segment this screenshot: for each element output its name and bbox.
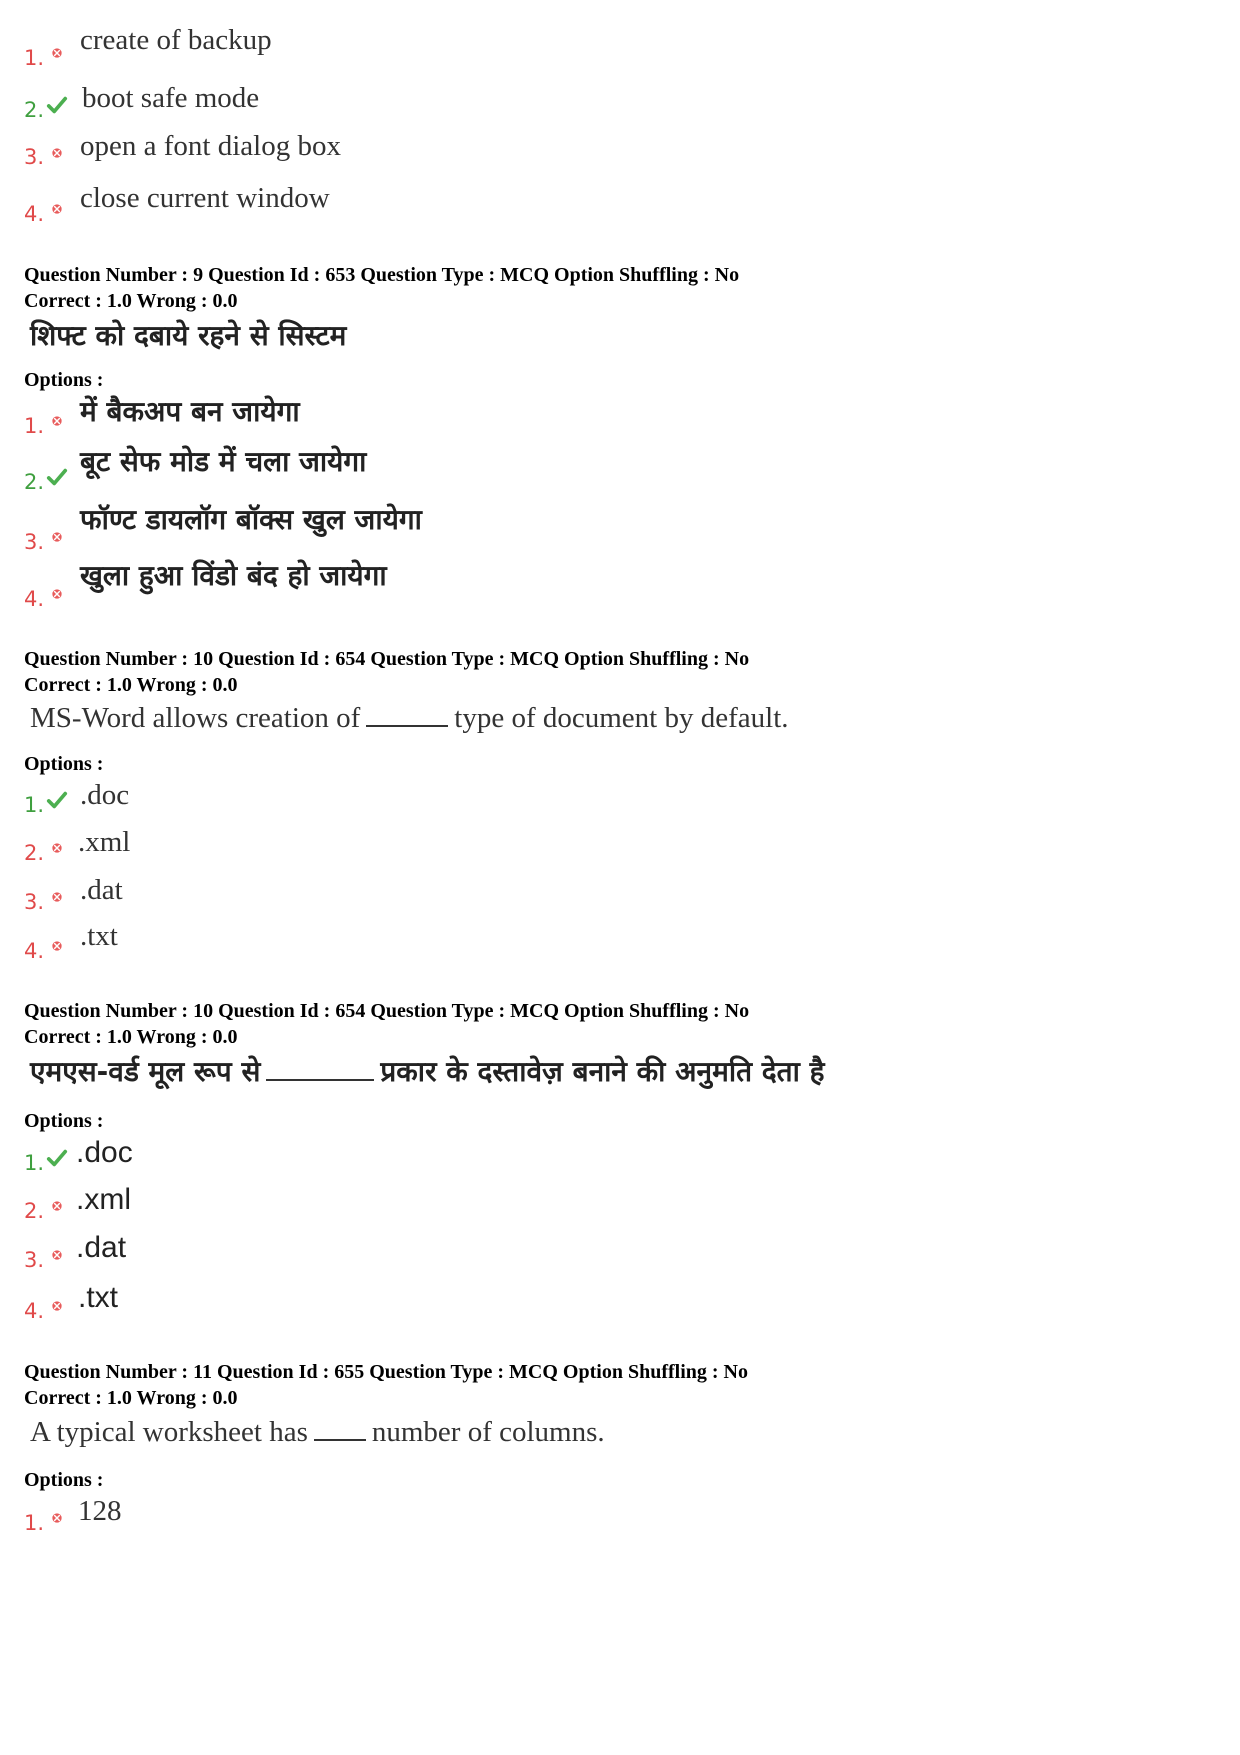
options-label: Options : — [24, 369, 104, 391]
question-text — [30, 704, 789, 733]
option-number: 2. — [24, 1199, 45, 1223]
question-text-before: MS-Word allows creation of — [30, 702, 361, 734]
option-text: खुला हुआ विंडो बंद हो जायेगा — [80, 559, 387, 592]
option-number: 1. — [24, 414, 45, 438]
cross-icon — [46, 142, 68, 164]
option-text: .doc — [80, 779, 130, 811]
option-number: 3. — [24, 530, 45, 554]
option-text: .xml — [76, 1183, 131, 1216]
option-text: close current window — [80, 182, 330, 214]
option-number: 2. — [24, 841, 45, 865]
check-icon — [46, 1147, 68, 1169]
option-text: फॉण्ट डायलॉग बॉक्स खुल जायेगा — [80, 503, 422, 536]
cross-icon — [46, 410, 68, 432]
option-number: 2. — [24, 470, 45, 494]
question-marks: Correct : 1.0 Wrong : 0.0 — [24, 290, 238, 312]
option-text: .dat — [76, 1231, 127, 1264]
option-text: .xml — [78, 826, 131, 858]
question-text — [30, 1418, 605, 1447]
question-text: शिफ्ट को दबाये रहने से सिस्टम — [30, 319, 347, 352]
question-meta: Question Number : 10 Question Id : 654 Question Type : MCQ Option Shuffling : No — [24, 1000, 750, 1022]
answer-blank — [266, 1078, 374, 1081]
check-icon — [46, 466, 68, 488]
option-number: 4. — [24, 587, 45, 611]
question-meta: Question Number : 10 Question Id : 654 Question Type : MCQ Option Shuffling : No — [24, 648, 750, 670]
option-text: open a font dialog box — [80, 130, 341, 162]
option-number: 4. — [24, 939, 45, 963]
option-text: 128 — [78, 1495, 122, 1527]
question-meta: Question Number : 11 Question Id : 655 Question Type : MCQ Option Shuffling : No — [24, 1361, 748, 1383]
option-text: बूट सेफ मोड में चला जायेगा — [80, 445, 367, 478]
option-text: .dat — [80, 874, 123, 906]
option-number: 1. — [24, 1511, 45, 1535]
question-text-after: प्रकार के दस्तावेज़ बनाने की अनुमति देता है — [380, 1055, 825, 1088]
question-marks: Correct : 1.0 Wrong : 0.0 — [24, 674, 238, 696]
question-text-after: type of document by default. — [454, 702, 789, 734]
cross-icon — [46, 526, 68, 548]
options-label: Options : — [24, 1469, 104, 1491]
question-marks: Correct : 1.0 Wrong : 0.0 — [24, 1026, 238, 1048]
cross-icon — [46, 935, 68, 957]
cross-icon — [46, 583, 68, 605]
option-text: boot safe mode — [82, 82, 260, 114]
cross-icon — [46, 1295, 68, 1317]
option-text: में बैकअप बन जायेगा — [80, 395, 300, 428]
option-number: 1. — [24, 793, 45, 817]
cross-icon — [46, 1507, 68, 1529]
options-label: Options : — [24, 753, 104, 775]
options-label: Options : — [24, 1110, 104, 1132]
option-number: 3. — [24, 890, 45, 914]
cross-icon — [46, 42, 68, 64]
option-number: 1. — [24, 1151, 45, 1175]
option-number: 1. — [24, 46, 45, 70]
question-text — [30, 1055, 825, 1088]
check-icon — [46, 789, 68, 811]
option-text: .txt — [80, 920, 118, 952]
option-number: 3. — [24, 145, 45, 169]
cross-icon — [46, 886, 68, 908]
option-text: .txt — [78, 1281, 119, 1314]
cross-icon — [46, 1244, 68, 1266]
option-text: create of backup — [80, 24, 272, 56]
cross-icon — [46, 198, 68, 220]
option-number: 4. — [24, 202, 45, 226]
check-icon — [46, 94, 68, 116]
answer-blank — [314, 1438, 366, 1441]
answer-blank — [366, 724, 448, 727]
question-text-before: A typical worksheet has — [30, 1416, 308, 1448]
question-text-after: number of columns. — [371, 1416, 605, 1448]
question-marks: Correct : 1.0 Wrong : 0.0 — [24, 1387, 238, 1409]
option-number: 2. — [24, 98, 45, 122]
option-text: .doc — [76, 1136, 133, 1169]
cross-icon — [46, 837, 68, 859]
question-meta: Question Number : 9 Question Id : 653 Question Type : MCQ Option Shuffling : No — [24, 264, 740, 286]
option-number: 3. — [24, 1248, 45, 1272]
question-text-before: एमएस-वर्ड मूल रूप से — [30, 1055, 261, 1088]
option-number: 4. — [24, 1299, 45, 1323]
cross-icon — [46, 1195, 68, 1217]
